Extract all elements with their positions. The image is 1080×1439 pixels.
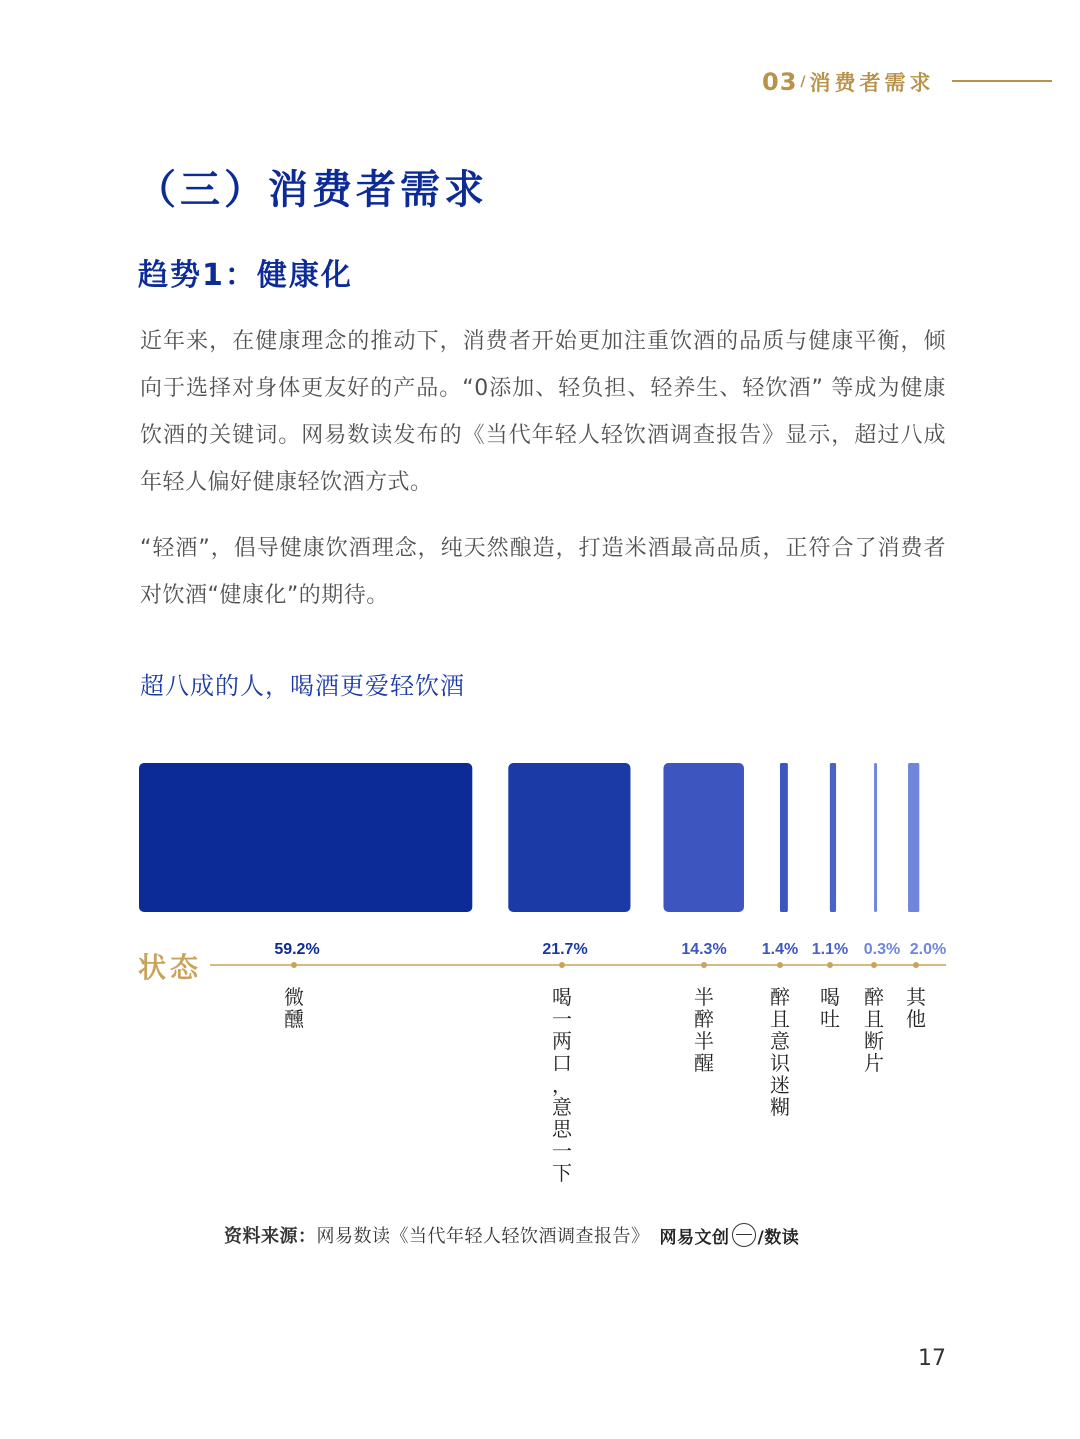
svg-text:吐: 吐 (820, 1007, 840, 1031)
svg-text:醺: 醺 (284, 1007, 304, 1031)
category-label-4 (770, 985, 791, 1119)
bar-1 (139, 763, 472, 912)
logo-shudu: /数读 (757, 1227, 800, 1248)
value-label-5: 1.1% (811, 941, 849, 958)
value-label-4: 1.4% (761, 941, 799, 958)
category-label-2 (552, 985, 573, 1185)
header-chapter-title: 消费者需求 (809, 71, 935, 95)
svg-text:微: 微 (284, 985, 304, 1009)
category-label-5 (820, 985, 840, 1031)
svg-text:喝: 喝 (552, 985, 572, 1009)
svg-text:思: 思 (552, 1117, 572, 1141)
svg-text:其: 其 (906, 985, 926, 1009)
bar-4 (780, 763, 788, 912)
category-label-6 (864, 985, 885, 1075)
svg-text:醉: 醉 (694, 1007, 714, 1031)
bar-6 (874, 763, 877, 912)
axis-dot-5 (827, 962, 833, 968)
source-label: 资料来源： (224, 1226, 317, 1247)
bar-7 (908, 763, 919, 912)
page-number: 17 (918, 1346, 946, 1371)
svg-text:断: 断 (864, 1029, 884, 1053)
svg-text:半: 半 (694, 985, 714, 1009)
value-label-3: 14.3% (681, 941, 727, 958)
svg-text:且: 且 (864, 1007, 884, 1031)
svg-text:醉: 醉 (770, 985, 790, 1009)
value-label-1: 59.2% (274, 941, 320, 958)
netease-logo-icon (732, 1223, 756, 1247)
svg-text:且: 且 (770, 1007, 790, 1031)
svg-text:两: 两 (552, 1029, 572, 1053)
chart-axis-label: 状态 (138, 951, 203, 984)
svg-text:半: 半 (694, 1029, 714, 1053)
axis-dot-3 (701, 962, 707, 968)
svg-text:下: 下 (552, 1161, 572, 1185)
header-chapter-number: 03 (762, 68, 798, 96)
body-paragraph-1: 近年来，在健康理念的推动下，消费者开始更加注重饮酒的品质与健康平衡，倾向于选择对身体更友好的产品。“0添加、轻负担、轻养生、轻饮酒” 等成为健康饮酒的关键词。网易数读发布的《当代年轻人轻饮酒调查报告》显示，超过八成年轻人偏好健康轻饮酒方式。 (140, 329, 946, 495)
svg-text:他: 他 (906, 1007, 926, 1031)
value-label-2: 21.7% (542, 941, 588, 958)
svg-text:迷: 迷 (770, 1073, 790, 1097)
category-label-7 (906, 985, 927, 1031)
svg-text:片: 片 (864, 1051, 884, 1075)
body-paragraph-2: “轻酒”，倡导健康饮酒理念，纯天然酿造，打造米酒最高品质，正符合了消费者对饮酒“健康化”的期待。 (140, 536, 946, 608)
axis-dot-7 (913, 962, 919, 968)
svg-text:喝: 喝 (820, 985, 840, 1009)
bar-3 (663, 763, 744, 912)
svg-text:糊: 糊 (770, 1095, 790, 1119)
value-label-7: 2.0% (909, 941, 947, 958)
svg-text:识: 识 (770, 1051, 790, 1075)
bar-2 (508, 763, 630, 912)
svg-text:一: 一 (552, 1007, 572, 1031)
axis-dot-6 (871, 962, 877, 968)
axis-dot-2 (559, 962, 565, 968)
category-label-3 (694, 985, 715, 1075)
source-text: 网易数读《当代年轻人轻饮酒调查报告》 (316, 1226, 650, 1247)
header-slash: / (800, 74, 806, 90)
svg-text:醉: 醉 (864, 985, 884, 1009)
bar-5 (830, 763, 836, 912)
axis-dot-1 (291, 962, 297, 968)
value-label-6: 0.3% (863, 941, 901, 958)
trend-title: 趋势1：健康化 (138, 258, 353, 293)
chart-title: 超八成的人，喝酒更爱轻饮酒 (140, 672, 465, 700)
axis-dot-4 (777, 962, 783, 968)
svg-text:醒: 醒 (694, 1051, 714, 1075)
svg-text:一: 一 (552, 1139, 572, 1163)
svg-text:意: 意 (770, 1029, 790, 1053)
logo-netease-wenchuang: 网易文创 (659, 1227, 730, 1248)
svg-text:口: 口 (552, 1051, 572, 1075)
source-note (224, 1222, 799, 1248)
section-title: （三）消费者需求 (136, 167, 488, 213)
svg-text:意: 意 (552, 1095, 572, 1119)
svg-text:，: ， (552, 1073, 572, 1097)
category-label-1 (284, 985, 305, 1031)
